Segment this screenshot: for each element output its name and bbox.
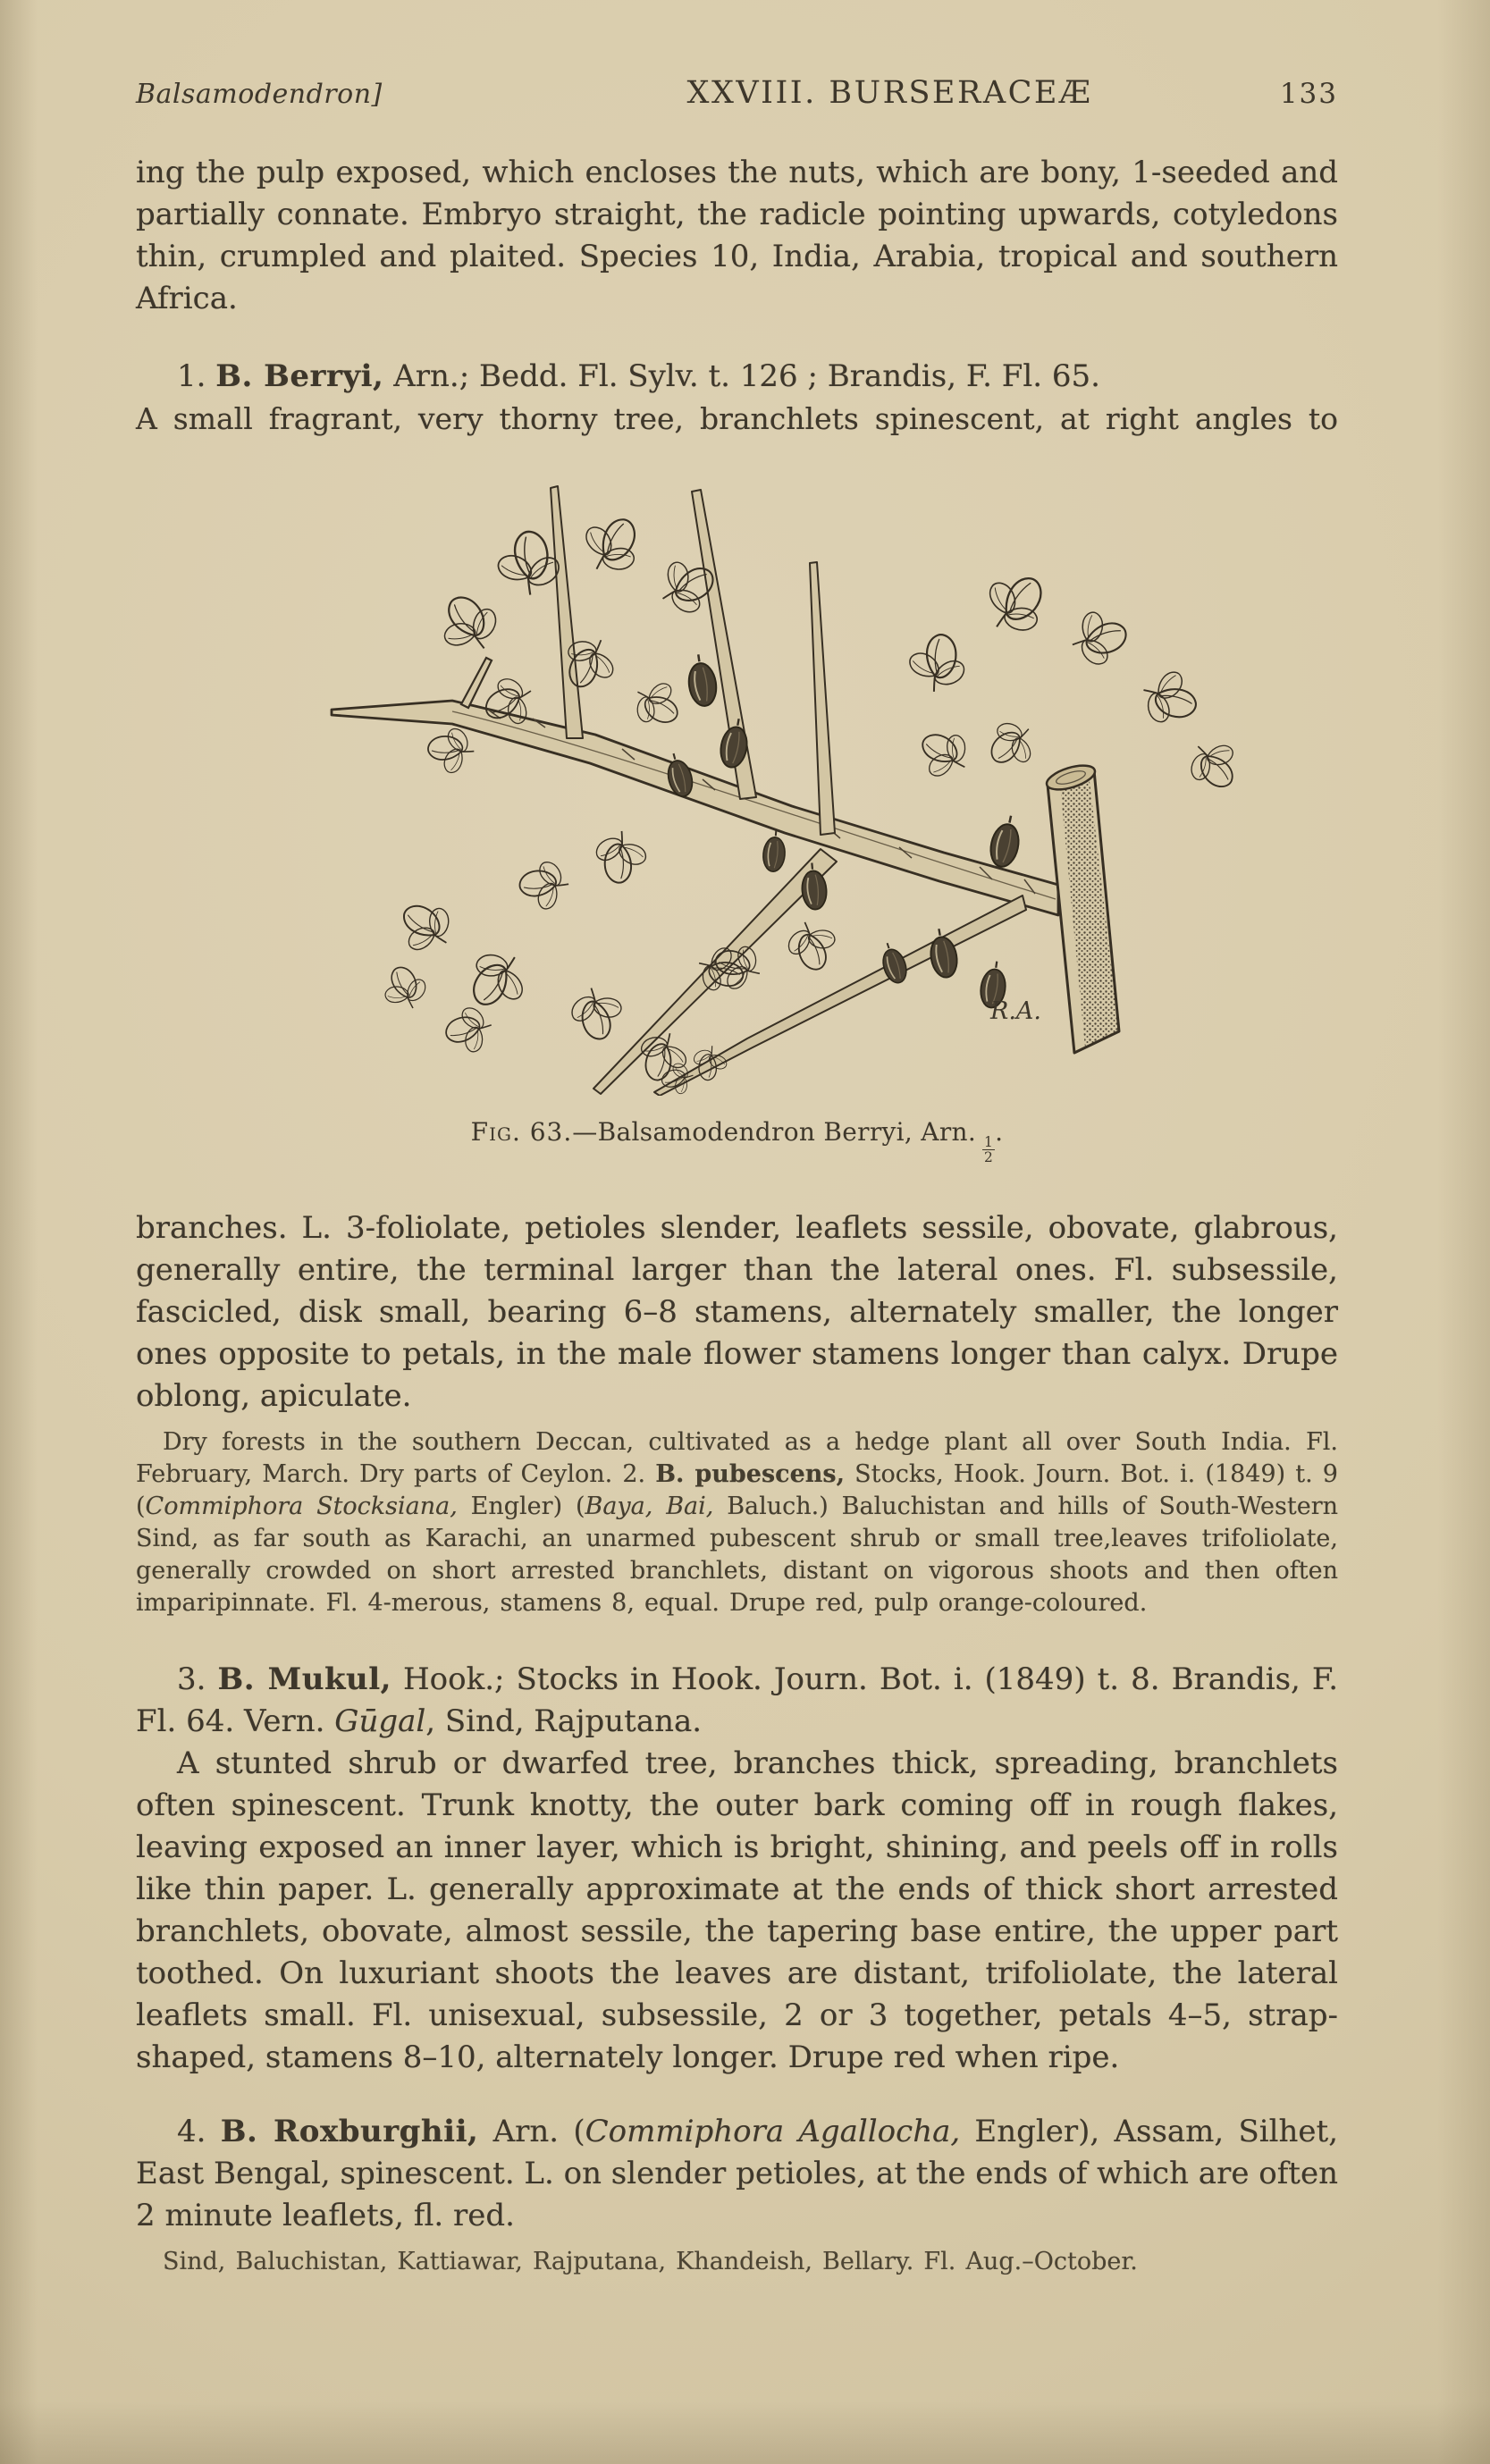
synonym-commiphora-agallocha: Commiphora Agallocha, (585, 2114, 961, 2150)
leaf-cluster (453, 938, 534, 1020)
leaf-cluster (441, 999, 494, 1055)
leaf-cluster (910, 716, 981, 786)
botanical-figure (136, 470, 1338, 1165)
leaf-cluster (900, 622, 982, 702)
leaf-cluster (562, 985, 626, 1046)
leaf-cluster (383, 964, 429, 1008)
leaf-cluster (979, 712, 1039, 774)
species-3-description: A stunted shrub or dwarfed tree, branches thick, spreading, branchlets often spinescent. Trunk knotty, the outer bark coming off in rough flakes, leaving exposed an inner layer, which is bright, shining, and peels off in rolls like thin paper. L. generally approximate at the ends of thick short arrested branchlets, obovate, almost sessile, the tapering base entire, the upper part toothed. On luxuriant shoots the leaves are distant, trifoliolate, the lateral leaflets small. Fl. unisexual, subsessile, 2 or 3 together, petals 4–5, strap-shaped, stamens 8–10, alternately longer. Drupe red when ripe. (136, 1745, 1338, 2076)
species-3-number: 3. (177, 1661, 206, 1698)
species-1-citation: Arn.; Bedd. Fl. Sylv. t. 126 ; Brandis, F. Fl. 65. (393, 358, 1100, 394)
fraction-numerator: 1 (984, 1133, 994, 1150)
figure-signature: R.A. (990, 997, 1041, 1025)
caption-title: —Balsamodendron Berryi, Arn. (572, 1117, 977, 1147)
running-genus-label: Balsamodendron] (136, 79, 383, 110)
chapter-family-title: XXVIII. BURSERACEÆ (686, 75, 1093, 111)
species-1-description: A small fragrant, very thorny tree, branchlets spinescent, at right angles to (136, 401, 1338, 436)
caption-fig-label: Fig. 63. (470, 1117, 573, 1147)
species-2-citation-mid: Engler) ( (457, 1493, 585, 1521)
vernacular-baya-bai: Baya, Bai, (585, 1493, 714, 1521)
leaf-cluster (575, 504, 657, 587)
vernacular-gugal: Gūgal (334, 1703, 426, 1740)
leaf-cluster (978, 562, 1062, 648)
species-1-name: B. Berryi, (215, 358, 384, 394)
caption-scale-fraction (982, 1135, 995, 1165)
leaf-cluster (581, 822, 653, 893)
thorn (810, 562, 835, 835)
intro-paragraph: ing the pulp exposed, which encloses the nuts, which are bony, 1-seeded and partially connate. Embryo straight, the radicle pointing upwards, cotyledons thin, crumpled and plaited. Species 10, India, Arabia, tropical and southern Africa. (136, 155, 1338, 316)
species-4-citation: Arn. ( (492, 2114, 585, 2150)
fruit-drupe (762, 829, 787, 872)
leaf-cluster (436, 587, 507, 655)
descending-branchlet (654, 896, 1026, 1096)
page-number: 133 (1279, 78, 1338, 110)
leaf-cluster (623, 674, 690, 740)
figure-caption (136, 1117, 1338, 1165)
species-3-citation: Hook.; Stocks in Hook. Journ. Bot. i. (1849) t. 8. Brandis, F. Fl. 64. Vern. (136, 1661, 1338, 1740)
species-4-description: Engler), Assam, Silhet, East Bengal, spinescent. L. on slender petioles, at the ends of which are often 2 minute leaflets, fl. red. (136, 2114, 1338, 2234)
species-2-name: B. pubescens, (655, 1460, 846, 1489)
habitat-note-text: Dry forests in the southern Deccan, cultivated as a hedge plant all over South India. Fl. February, March. Dry parts of Ceylon. 2. (136, 1428, 1338, 1489)
thorn (551, 486, 583, 738)
leaf-cluster (781, 921, 838, 974)
species-4-name: B. Roxburghii, (220, 2114, 479, 2150)
leaf-cluster (1180, 736, 1244, 799)
species-3-citation-end: , Sind, Rajputana. (425, 1703, 703, 1740)
fraction-denominator: 2 (984, 1149, 994, 1166)
species-2-description: Baluch.) Baluchistan and hills of South-Western Sind, as far south as Karachi, an unarmed pubescent shrub or small tree,leaves trifoliolate, generally crowded on short arrested branchlets, distant on vigorous shoots and then often imparipinnate. Fl. 4-merous, stamens 8, equal. Drupe red, pulp orange-coloured. (136, 1493, 1338, 1618)
species-3-name: B. Mukul, (217, 1661, 391, 1698)
caption-period: . (995, 1117, 1004, 1147)
figure-illustration (327, 470, 1248, 1096)
leaf-cluster (511, 849, 576, 915)
synonym-commiphora-stocksiana: Commiphora Stocksiana, (145, 1493, 458, 1521)
species-1-heading (136, 356, 1338, 398)
leaf-cluster (1070, 609, 1132, 674)
leaf-cluster (390, 887, 464, 960)
leaf-cluster (1130, 661, 1209, 741)
fruit-drupe (685, 652, 719, 708)
species-2-citation: Stocks, Hook. Journ. Bot. i. (1849) t. 9 ( (136, 1460, 1338, 1521)
species-4-number: 4. (177, 2114, 206, 2150)
habitat-note-paragraph (136, 1426, 1338, 1619)
page-header (136, 75, 1338, 111)
fruit-drupe (987, 813, 1023, 870)
description-continued-paragraph: branches. L. 3-foliolate, petioles slender, leaflets sessile, obovate, glabrous, generally entire, the terminal larger than the lateral ones. Fl. subsessile, fascicled, disk small, bearing 6–8 stamens, alternately smaller, the longer ones opposite to petals, in the male flower stamens longer than calyx. Drupe oblong, apiculate. (136, 1210, 1338, 1415)
species-1-number: 1. (177, 358, 206, 394)
species-3-heading (136, 1659, 1338, 1743)
species-4-paragraph (136, 2111, 1338, 2237)
distribution-note: Sind, Baluchistan, Kattiawar, Rajputana, Khandeish, Bellary. Fl. Aug.–October. (163, 2248, 1138, 2276)
